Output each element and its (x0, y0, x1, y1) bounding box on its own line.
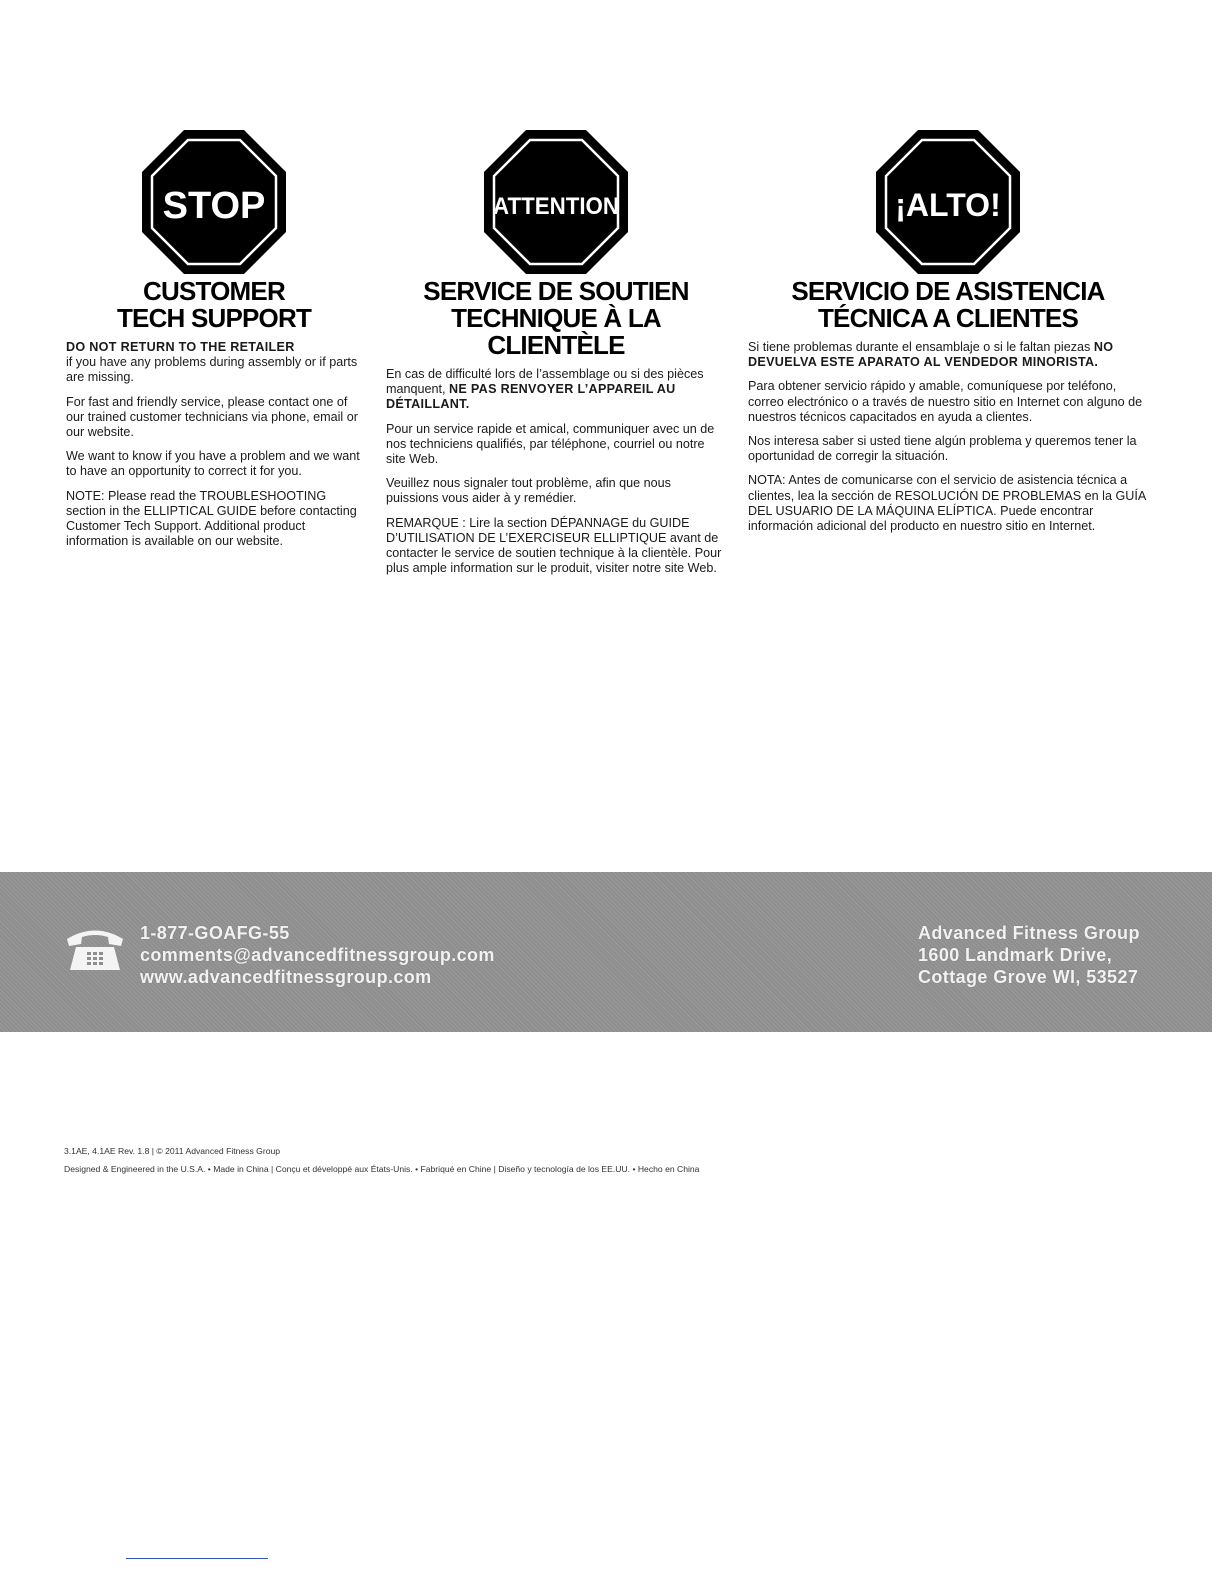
paragraph-return: Si tiene problemas durante el ensamblaje o si le faltan piezas NO DEVUELVA ESTE APARATO AL VENDEDOR MINORISTA. (748, 340, 1114, 370)
contact-band (0, 872, 1212, 1032)
sign-label: ¡ALTO! (895, 187, 1001, 223)
phone-number[interactable]: 1-877-GOAFG-55 (140, 923, 290, 943)
paragraph-note: REMARQUE : Lire la section DÉPANNAGE du GUIDE D’UTILISATION DE L’EXERCISEUR ELLIPTIQUE avant de contacter le service de soutien technique à la clientèle. Pour plus ample information sur le produit, visiter notre site Web. (386, 515, 722, 576)
address-line-1: 1600 Landmark Drive, (918, 945, 1113, 965)
paragraph-note: NOTE: Please read the TROUBLESHOOTING section in the ELLIPTICAL GUIDE before contacting Customer Tech Support. Additional product information is available on our website. (66, 488, 357, 549)
paragraph-return: En cas de difficulté lors de l’assemblage ou si des pièces manquent, NE PAS RENVOYER L’APPAREIL AU DÉTAILLANT. (386, 367, 704, 412)
footer-origin: Designed & Engineered in the U.S.A. • Made in China | Conçu et développé aux États-Unis. • Fabriqué en Chine | Diseño y tecnología de los EE.UU. • Hecho en China (64, 1164, 700, 1174)
french-column (386, 128, 726, 585)
contact-details (140, 922, 495, 988)
section-heading: SERVICIO DE ASISTENCIA TÉCNICA A CLIENTES (791, 276, 1105, 333)
paragraph-problem: We want to know if you have a problem and we want to have an opportunity to correct it for you. (66, 449, 360, 479)
sign-label: STOP (162, 185, 266, 227)
english-column (66, 128, 362, 558)
paragraph-note: NOTA: Antes de comunicarse con el servicio de asistencia técnica a clientes, lea la sección de RESOLUCIÓN DE PROBLEMAS en la GUÍA DEL USUARIO DE LA MÁQUINA ELÍPTICA. Puede encontrar información adicional del producto en nuestro sitio en Internet. (748, 473, 1146, 534)
footer (64, 1142, 699, 1178)
company-name: Advanced Fitness Group (918, 923, 1140, 943)
paragraph-problem: Veuillez nous signaler tout problème, afin que nous puissions vous aider à y remédier. (386, 476, 671, 506)
paragraph-return: DO NOT RETURN TO THE RETAILER if you have any problems during assembly or if parts are missing. (66, 340, 358, 385)
paragraph-problem: Nos interesa saber si usted tiene algún problema y queremos tener la oportunidad de corregir la situación. (748, 434, 1137, 464)
divider (126, 1558, 268, 1559)
website-link[interactable]: www.advancedfitnessgroup.com (140, 967, 432, 987)
alto-sign-icon (874, 128, 1022, 276)
address-line-2: Cottage Grove WI, 53527 (918, 967, 1139, 987)
attention-sign-icon (482, 128, 630, 276)
spanish-column (748, 128, 1148, 543)
stop-sign-icon (140, 128, 288, 276)
sign-label: ATTENTION (493, 193, 619, 220)
paragraph-service: Pour un service rapide et amical, communiquer avec un de nos techniciens qualifiés, par téléphone, courriel ou notre site Web. (386, 421, 715, 467)
paragraph-service: For fast and friendly service, please contact one of our trained customer technicians via phone, email or our website. (66, 394, 358, 440)
telephone-icon (64, 924, 126, 972)
email-address[interactable]: comments@advancedfitnessgroup.com (140, 945, 495, 965)
section-heading: SERVICE DE SOUTIEN TECHNIQUE À LA CLIENTÈLE (423, 276, 689, 360)
section-heading: CUSTOMER TECH SUPPORT (116, 276, 312, 333)
footer-revision: 3.1AE, 4.1AE Rev. 1.8 | © 2011 Advanced Fitness Group (64, 1146, 281, 1156)
paragraph-service: Para obtener servicio rápido y amable, comuníquese por teléfono, correo electrónico o a través de nuestro sitio en Internet con alguno de nuestros técnicos capacitados en ayuda a clientes. (748, 379, 1143, 424)
company-address (918, 922, 1140, 988)
